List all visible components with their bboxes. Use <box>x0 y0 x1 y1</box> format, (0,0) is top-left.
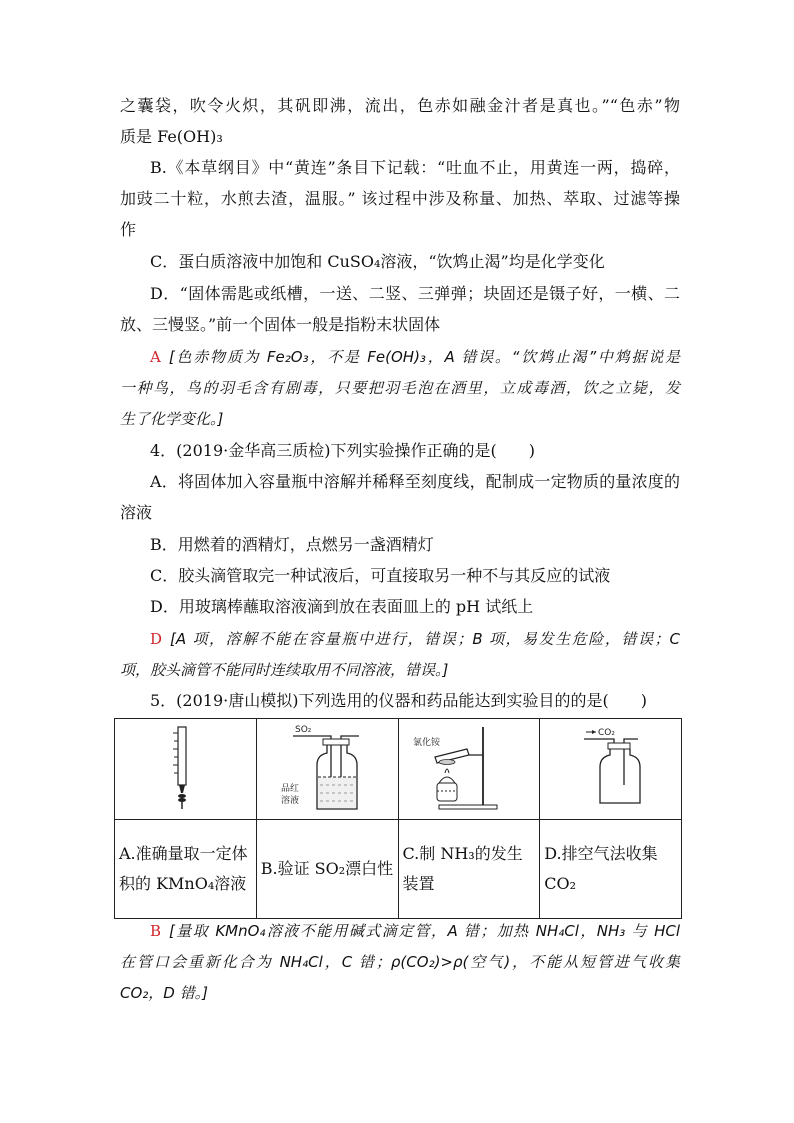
q5-answer-2: 在管口会重新化合为 NH₄Cl，C 错；ρ(CO₂)>ρ(空气)，不能从短管进气收集 <box>120 953 680 971</box>
option-d-cell: D.排空气法收集 CO₂ <box>540 820 682 919</box>
gas-washing-bottle-figure <box>257 719 398 815</box>
q4-option-a-2: 溶液 <box>120 503 153 522</box>
q3-answer-letter: A <box>150 348 161 366</box>
fig-b-liquid-label-1: 品红 <box>280 784 299 794</box>
q3-answer-text-1: [色赤物质为 Fe₂O₃，不是 Fe(OH)₃，A 错误。“饮鸩止渴”中鸩据说是 <box>168 348 680 366</box>
q4-answer-2: 项，胶头滴管不能同时连续取用不同溶液，错误。] <box>120 661 449 679</box>
fig-d-cell <box>540 719 682 820</box>
q3-option-c: C．蛋白质溶液中加饱和 CuSO₄溶液，“饮鸩止渴”均是化学变化 <box>150 252 605 271</box>
q4-answer-text-1: [A 项，溶解不能在容量瓶中进行，错误；B 项，易发生危险，错误；C <box>170 630 680 648</box>
q3-answer-2: 一种鸟，鸟的羽毛含有剧毒，只要把羽毛泡在酒里，立成毒酒，饮之立毙，发 <box>120 379 680 397</box>
q5-answer-letter: B <box>150 922 162 940</box>
q3-option-d-1: D．“固体需匙或纸槽，一送、二竖、三弹弹；块固还是镊子好，一横、二 <box>150 284 680 303</box>
q3-answer-3: 生了化学变化。] <box>120 410 224 428</box>
q5-answer-1 <box>150 921 680 941</box>
q3-option-a-cont-1: 之囊袋，吹令火炽，其矾即沸，流出，色赤如融金汁者是真也。”“色赤”物 <box>120 96 680 115</box>
q4-answer-1 <box>150 629 680 649</box>
fig-a-cell <box>115 719 257 820</box>
burette-figure <box>115 719 256 815</box>
heating-apparatus-figure <box>399 719 540 815</box>
q4-option-a-1: A．将固体加入容量瓶中溶解并稀释至刻度线，配制成一定物质的量浓度的 <box>150 472 680 491</box>
q4-option-c: C．胶头滴管取完一种试液后，可直接取另一种不与其反应的试液 <box>150 566 611 585</box>
fig-d-gas-label: CO₂ <box>598 728 616 738</box>
gas-collection-bottle-figure <box>540 719 681 815</box>
fig-b-liquid-label-2: 溶液 <box>280 796 299 806</box>
q5-answer-3: CO₂，D 错。] <box>120 984 208 1002</box>
q4-answer-letter: D <box>150 630 163 648</box>
q3-option-b-1: B.《本草纲目》中“黄连”条目下记载：“吐血不止，用黄连一两，捣碎， <box>150 158 680 177</box>
q5-options-table <box>114 718 682 919</box>
fig-b-gas-label: SO₂ <box>294 725 312 735</box>
q4-stem: 4．(2019·金华高三质检)下列实验操作正确的是( ) <box>150 441 535 460</box>
q3-option-d-2: 放、三慢竖。”前一个固体一般是指粉末状固体 <box>120 315 441 334</box>
option-a-cell: A.准确量取一定体积的 KMnO₄溶液 <box>115 820 257 919</box>
q4-option-b: B．用燃着的酒精灯，点燃另一盏酒精灯 <box>150 535 434 554</box>
q5-answer-text-1: [量取 KMnO₄溶液不能用碱式滴定管，A 错；加热 NH₄Cl，NH₃ 与 HCl <box>169 922 680 940</box>
q3-answer-1 <box>150 347 680 367</box>
q3-option-b-2: 加豉二十粒，水煎去渣，温服。” 该过程中涉及称量、加热、萃取、过滤等操 <box>120 189 680 208</box>
q4-option-d: D．用玻璃棒蘸取溶液滴到放在表面皿上的 pH 试纸上 <box>150 597 534 616</box>
fig-b-cell <box>256 719 398 820</box>
fig-c-cell <box>398 719 540 820</box>
option-b-cell: B.验证 SO₂漂白性 <box>256 820 398 919</box>
option-c-cell: C.制 NH₃的发生装置 <box>398 820 540 919</box>
q3-option-a-cont-2: 质是 Fe(OH)₃ <box>120 127 223 146</box>
q3-option-b-3: 作 <box>120 220 137 239</box>
fig-c-reagent-label: 氯化铵 <box>412 738 440 748</box>
q5-stem: 5．(2019·唐山模拟)下列选用的仪器和药品能达到实验目的的是( ) <box>150 691 647 710</box>
